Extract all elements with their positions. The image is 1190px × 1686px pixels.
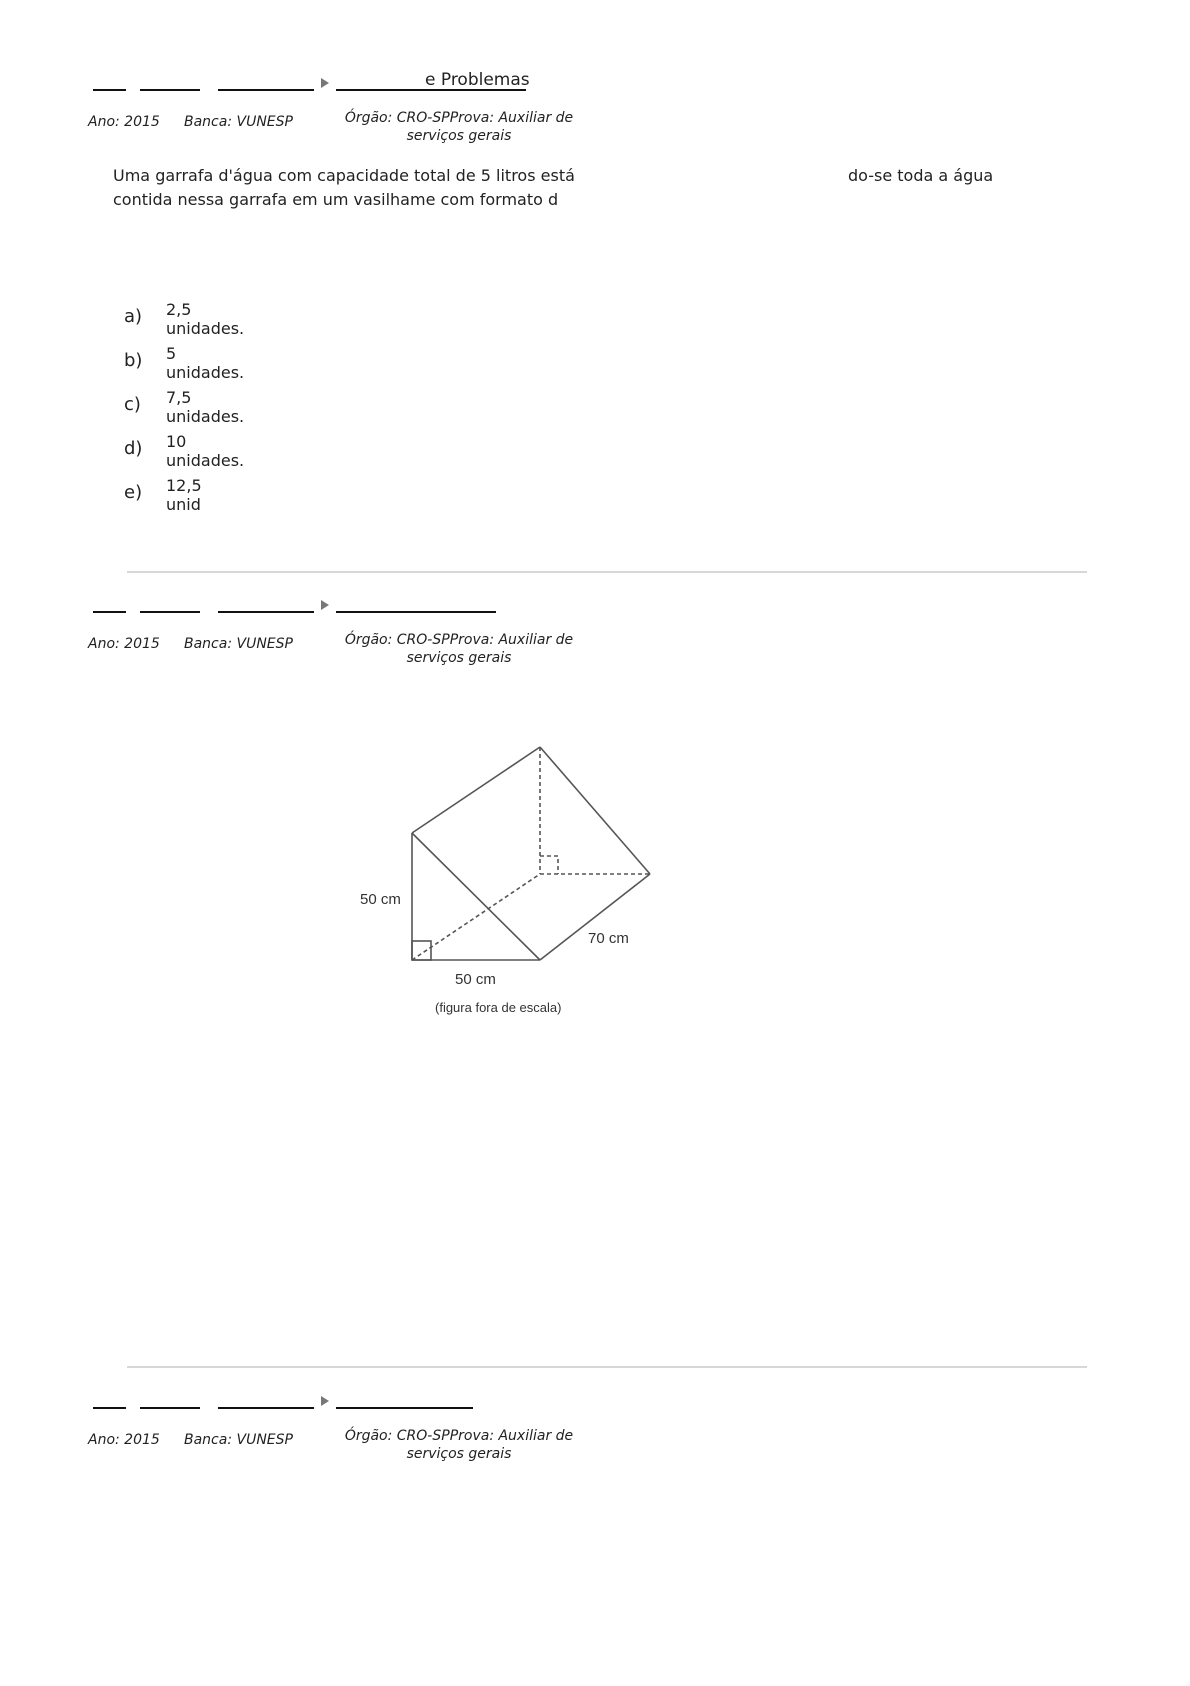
- breadcrumb-link[interactable]: [218, 89, 314, 91]
- prism-edge: [412, 747, 540, 833]
- meta-ano: Ano: 2015: [88, 1432, 160, 1448]
- question-divider: [127, 1366, 1087, 1368]
- alternative-text: 12,5 unid: [166, 476, 202, 514]
- breadcrumb-link[interactable]: [140, 89, 200, 91]
- prism-hidden-edge: [412, 874, 540, 960]
- figure-caption: (figura fora de escala): [435, 1000, 562, 1015]
- breadcrumb-link[interactable]: [218, 611, 314, 613]
- prism-edge: [540, 747, 650, 874]
- breadcrumb-link[interactable]: [93, 611, 126, 613]
- alternative-text: 10 unidades.: [166, 432, 245, 470]
- meta-ano: Ano: 2015: [88, 636, 160, 652]
- question-1: [0, 70, 1190, 570]
- breadcrumb: [0, 1388, 1190, 1410]
- prism-edge: [540, 874, 650, 960]
- depth-label: 70 cm: [588, 930, 629, 947]
- meta-banca: Banca: VUNESP: [184, 636, 293, 652]
- alternative-text: 7,5 unidades.: [166, 388, 245, 426]
- alternative-letter: d): [124, 438, 143, 459]
- alternative-text: 5 unidades.: [166, 344, 245, 382]
- meta-orgao: Órgão: CRO-SPProva: Auxiliar de serviços gerais: [344, 110, 574, 144]
- meta-orgao: Órgão: CRO-SPProva: Auxiliar de serviços gerais: [344, 632, 574, 666]
- breadcrumb-link[interactable]: [93, 89, 126, 91]
- breadcrumb-link[interactable]: [336, 611, 496, 613]
- meta-ano: Ano: 2015: [88, 114, 160, 130]
- breadcrumb: [0, 70, 1190, 92]
- base-label: 50 cm: [455, 971, 496, 988]
- breadcrumb-link[interactable]: [93, 1407, 126, 1409]
- height-label: 50 cm: [360, 891, 401, 908]
- question-statement: [113, 164, 994, 212]
- meta-orgao: Órgão: CRO-SPProva: Auxiliar de serviços gerais: [344, 1428, 574, 1462]
- alternative-letter: b): [124, 350, 143, 371]
- breadcrumb-link[interactable]: [218, 1407, 314, 1409]
- breadcrumb-arrow-icon: [321, 600, 329, 610]
- statement-line: contida nessa garrafa em um vasilhame com formato d: [113, 190, 559, 209]
- meta-banca: Banca: VUNESP: [184, 1432, 293, 1448]
- breadcrumb-link[interactable]: [140, 1407, 200, 1409]
- hidden-right-angle-marker: [540, 856, 558, 874]
- alternative-text: 2,5 unidades.: [166, 300, 245, 338]
- breadcrumb-arrow-icon: [321, 1396, 329, 1406]
- breadcrumb-subject[interactable]: e Problemas: [425, 70, 530, 90]
- meta-banca: Banca: VUNESP: [184, 114, 293, 130]
- statement-line: Uma garrafa d'água com capacidade total de 5 litros está: [113, 166, 575, 185]
- alternative-letter: c): [124, 394, 141, 415]
- alternative-letter: e): [124, 482, 143, 503]
- breadcrumb-link[interactable]: [336, 1407, 473, 1409]
- question-3: [0, 1388, 1190, 1508]
- breadcrumb-link[interactable]: [140, 611, 200, 613]
- breadcrumb: [0, 592, 1190, 614]
- question-divider: [127, 571, 1087, 573]
- triangular-prism-figure: [350, 735, 670, 1025]
- statement-line: do-se toda a água: [848, 166, 994, 185]
- alternative-letter: a): [124, 306, 143, 327]
- breadcrumb-arrow-icon: [321, 78, 329, 88]
